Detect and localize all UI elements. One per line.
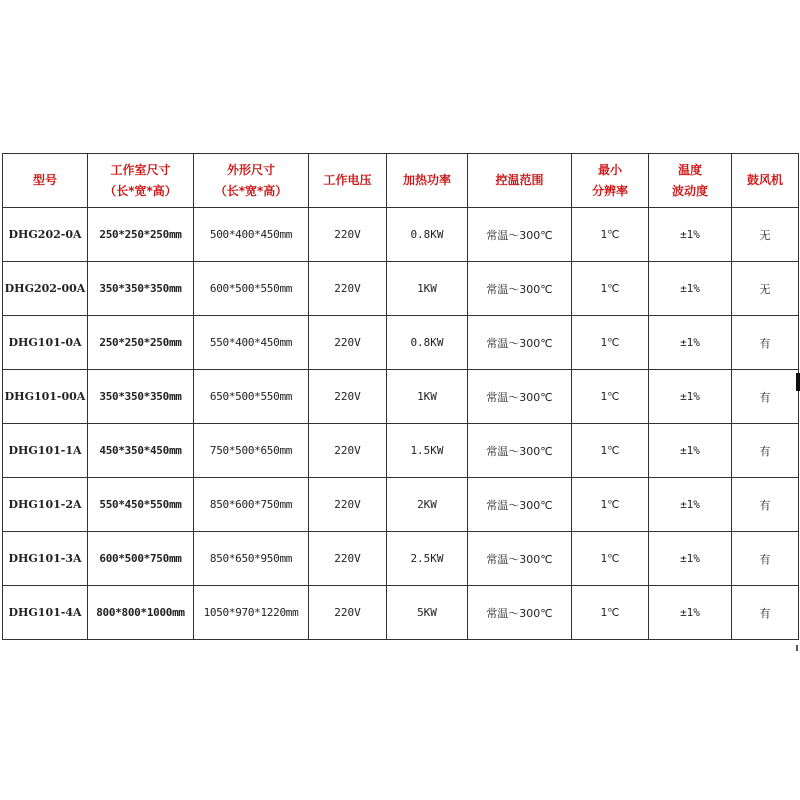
- header-line2: 波动度: [671, 183, 708, 198]
- header-outer-size: [194, 154, 309, 208]
- header-voltage: [309, 154, 387, 208]
- cell-chamber: 450*350*450mm: [88, 424, 194, 478]
- cell-voltage: 220V: [309, 316, 387, 370]
- cell-power: 1KW: [387, 370, 468, 424]
- cell-voltage: 220V: [309, 262, 387, 316]
- table-row: [3, 208, 799, 262]
- cell-chamber: 250*250*250mm: [88, 208, 194, 262]
- cell-outer: 1050*970*1220mm: [194, 586, 309, 640]
- cell-range: 常温～300℃: [468, 370, 572, 424]
- cell-model: DHG202-00A: [3, 262, 88, 316]
- cell-range: 常温～300℃: [468, 208, 572, 262]
- cell-blower: 无: [732, 262, 799, 316]
- cell-voltage: 220V: [309, 424, 387, 478]
- cell-range: 常温～300℃: [468, 316, 572, 370]
- cell-chamber: 250*250*250mm: [88, 316, 194, 370]
- cell-model: DHG101-3A: [3, 532, 88, 586]
- header-line2: 分辨率: [591, 183, 628, 198]
- cell-fluctuation: ±1%: [649, 532, 732, 586]
- table-row: [3, 370, 799, 424]
- cell-fluctuation: ±1%: [649, 586, 732, 640]
- cell-blower: 无: [732, 208, 799, 262]
- cell-outer: 750*500*650mm: [194, 424, 309, 478]
- cell-blower: 有: [732, 316, 799, 370]
- cell-range: 常温～300℃: [468, 262, 572, 316]
- cell-power: 0.8KW: [387, 316, 468, 370]
- header-line1: 外形尺寸: [226, 162, 275, 177]
- cell-model: DHG101-0A: [3, 316, 88, 370]
- cell-range: 常温～300℃: [468, 532, 572, 586]
- cell-resolution: 1℃: [572, 478, 649, 532]
- cell-voltage: 220V: [309, 478, 387, 532]
- cell-power: 2KW: [387, 478, 468, 532]
- cell-blower: 有: [732, 370, 799, 424]
- cell-model: DHG101-4A: [3, 586, 88, 640]
- table-row: [3, 586, 799, 640]
- table-row: [3, 478, 799, 532]
- cell-power: 2.5KW: [387, 532, 468, 586]
- cell-range: 常温～300℃: [468, 586, 572, 640]
- cell-voltage: 220V: [309, 532, 387, 586]
- cell-resolution: 1℃: [572, 316, 649, 370]
- table-body: [3, 208, 799, 640]
- header-line2: （长*宽*高）: [214, 183, 288, 198]
- cell-outer: 500*400*450mm: [194, 208, 309, 262]
- cell-fluctuation: ±1%: [649, 316, 732, 370]
- header-temp-range: [468, 154, 572, 208]
- header-line1: 工作电压: [323, 173, 372, 187]
- cell-model: DHG101-2A: [3, 478, 88, 532]
- cell-fluctuation: ±1%: [649, 262, 732, 316]
- cell-outer: 600*500*550mm: [194, 262, 309, 316]
- header-line1: 最小: [597, 162, 622, 177]
- cell-resolution: 1℃: [572, 532, 649, 586]
- header-line1: 型号: [32, 173, 57, 187]
- corner-marker: [796, 645, 798, 651]
- header-line1: 控温范围: [495, 173, 544, 187]
- cell-chamber: 350*350*350mm: [88, 370, 194, 424]
- header-min-resolution: [572, 154, 649, 208]
- cell-voltage: 220V: [309, 370, 387, 424]
- cell-chamber: 600*500*750mm: [88, 532, 194, 586]
- cell-power: 1.5KW: [387, 424, 468, 478]
- cell-chamber: 550*450*550mm: [88, 478, 194, 532]
- cell-outer: 850*650*950mm: [194, 532, 309, 586]
- cell-resolution: 1℃: [572, 586, 649, 640]
- cell-blower: 有: [732, 478, 799, 532]
- cell-range: 常温～300℃: [468, 424, 572, 478]
- cell-outer: 850*600*750mm: [194, 478, 309, 532]
- cell-fluctuation: ±1%: [649, 424, 732, 478]
- table-row: [3, 316, 799, 370]
- cell-model: DHG202-0A: [3, 208, 88, 262]
- spec-table: [2, 153, 799, 640]
- cell-resolution: 1℃: [572, 208, 649, 262]
- header-heating-power: [387, 154, 468, 208]
- header-model: [3, 154, 88, 208]
- header-line1: 加热功率: [402, 173, 451, 187]
- header-line1: 工作室尺寸: [110, 162, 171, 177]
- header-line1: 鼓风机: [746, 173, 783, 187]
- cell-fluctuation: ±1%: [649, 208, 732, 262]
- cell-outer: 650*500*550mm: [194, 370, 309, 424]
- header-line2: （长*宽*高）: [104, 183, 177, 198]
- cell-resolution: 1℃: [572, 370, 649, 424]
- cell-fluctuation: ±1%: [649, 478, 732, 532]
- edge-marker: [796, 373, 800, 391]
- cell-range: 常温～300℃: [468, 478, 572, 532]
- cell-voltage: 220V: [309, 586, 387, 640]
- header-row: [3, 154, 799, 208]
- cell-fluctuation: ±1%: [649, 370, 732, 424]
- header-blower: [732, 154, 799, 208]
- cell-voltage: 220V: [309, 208, 387, 262]
- cell-chamber: 800*800*1000mm: [88, 586, 194, 640]
- header-chamber-size: [88, 154, 194, 208]
- cell-resolution: 1℃: [572, 262, 649, 316]
- header-line1: 温度: [677, 162, 702, 177]
- cell-blower: 有: [732, 532, 799, 586]
- cell-power: 5KW: [387, 586, 468, 640]
- table-row: [3, 424, 799, 478]
- table-row: [3, 532, 799, 586]
- cell-blower: 有: [732, 424, 799, 478]
- cell-power: 1KW: [387, 262, 468, 316]
- cell-model: DHG101-00A: [3, 370, 88, 424]
- cell-power: 0.8KW: [387, 208, 468, 262]
- header-temp-fluctuation: [649, 154, 732, 208]
- cell-outer: 550*400*450mm: [194, 316, 309, 370]
- cell-chamber: 350*350*350mm: [88, 262, 194, 316]
- cell-model: DHG101-1A: [3, 424, 88, 478]
- cell-resolution: 1℃: [572, 424, 649, 478]
- cell-blower: 有: [732, 586, 799, 640]
- table-row: [3, 262, 799, 316]
